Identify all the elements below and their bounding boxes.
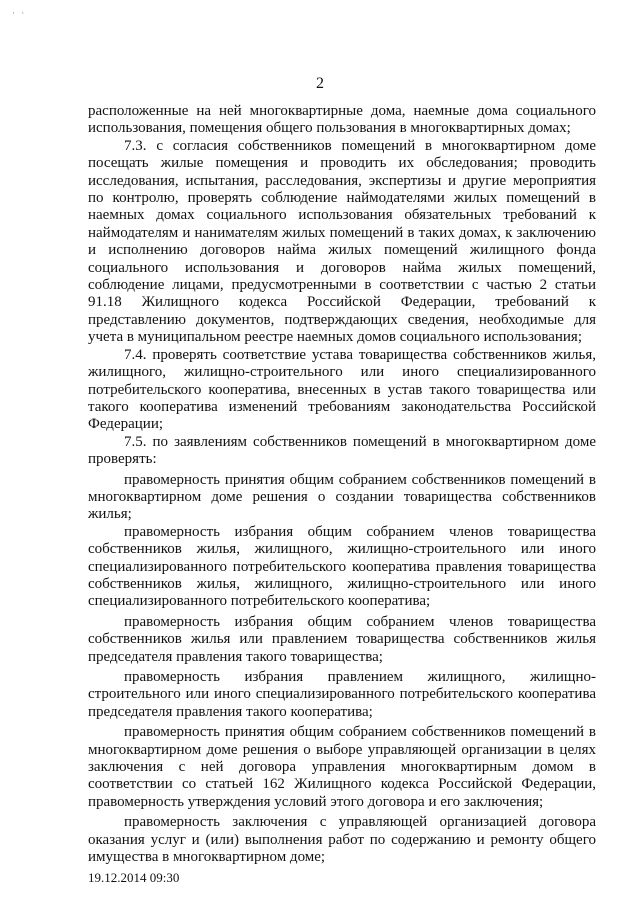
paragraph: расположенные на ней многоквартирные дома, наемные дома социального использования, помещения общего пользования в многоквартирных домах; [88, 103, 596, 137]
paragraph: правомерность избрания общим собранием членов товарищества собственников жилья, жилищного, жилищно-строительного или иного специализированного потребительского кооператива правления товарищества собственников жилья, жилищного, жилищно-строительного или иного специализированного потребительского кооператива; [88, 523, 596, 610]
paragraph: 7.5. по заявлениям собственников помещений в многоквартирном доме проверять: [88, 433, 596, 468]
corner-mark: · · [12, 8, 27, 18]
paragraph: 7.4. проверять соответствие устава товарищества собственников жилья, жилищного, жилищно-строительного или иного специализированного потребительского кооператива, внесенных в устав такого товарищества или такого кооператива изменений требованиям законодательства Российской Федерации; [88, 346, 596, 433]
paragraph: правомерность заключения с управляющей организацией договора оказания услуг и (или) выполнения работ по содержанию и ремонту общего имущества в многоквартирном доме; [88, 814, 596, 866]
page-number: 2 [316, 75, 324, 92]
paragraph: правомерность избрания общим собранием членов товарищества собственников жилья или правлением товарищества собственников жилья председателя правления такого товарищества; [88, 613, 596, 665]
footer-timestamp: 19.12.2014 09:30 [88, 870, 180, 885]
paragraph: правомерность принятия общим собранием собственников помещений в многоквартирном доме решения о выборе управляющей организации в целях заключения с ней договора управления многоквартирным домом в соответствии со статьей 162 Жилищного кодекса Российской Федерации, правомерность утверждения условий этого договора и его заключения; [88, 724, 596, 810]
paragraph: правомерность избрания правлением жилищного, жилищно-строительного или иного специализированного потребительского кооператива председателя правления такого кооператива; [88, 669, 596, 720]
paragraph: правомерность принятия общим собранием собственников помещений в многоквартирном доме решения о создании товарищества собственников жилья; [88, 471, 596, 523]
paragraph: 7.3. с согласия собственников помещений в многоквартирном доме посещать жилые помещения и проводить их обследования; проводить исследования, испытания, расследования, экспертизы и другие мероприятия по контролю, проверять соблюдение наймодателями жилых помещений в наемных домах социального использования обязательных требований к наймодателям и нанимателям жилых помещений в таких домах, к заключению и исполнению договоров найма жилых помещений жилищного фонда социального использования и договоров найма жилых помещений, соблюдение лицами, предусмотренными в соответствии с частью 2 статьи 91.18 Жилищного кодекса Российской Федерации, требований к представлению документов, подтверждающих сведения, необходимые для учета в муниципальном реестре наемных домов социального использования; [88, 137, 596, 346]
document-body [88, 103, 596, 866]
